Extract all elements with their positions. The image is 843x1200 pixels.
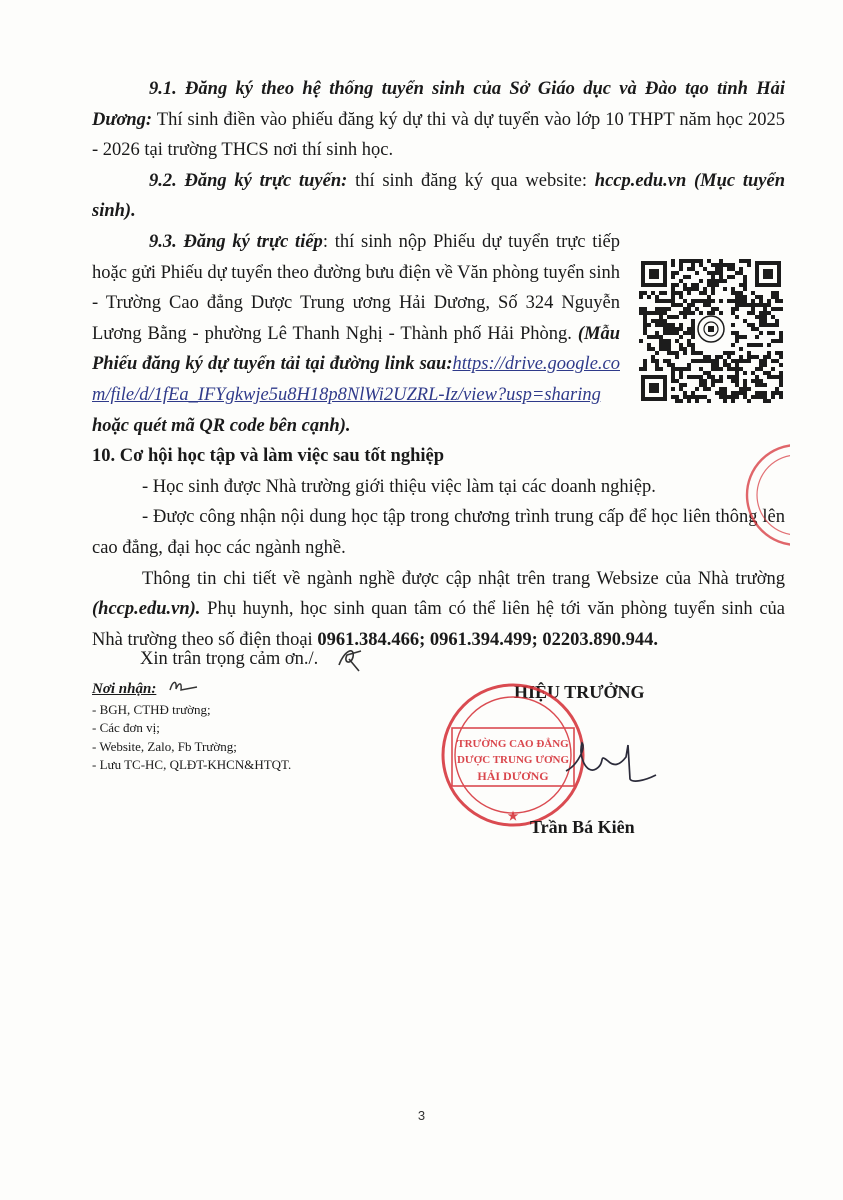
svg-text:★: ★ [507,809,519,823]
recipient-item: - Lưu TC-HC, QLĐT-KHCN&HTQT. [92,757,292,772]
info-website[interactable]: (hccp.edu.vn). [92,599,201,620]
section-9-2-website[interactable]: hccp.edu.vn [594,170,687,191]
page-number: 3 [417,1108,426,1123]
section-9-3-block [92,227,785,441]
phone-numbers: 0961.384.466; 0961.394.499; 02203.890.944. [317,629,659,650]
section-9-3-form-note: (Mẫu Phiếu đăng ký dự tuyển tải tại đường link sau: [92,323,620,375]
recipient-item: - Website, Zalo, Fb Trường; [92,738,237,754]
principal-title: HIỆU TRƯỞNG [514,682,645,702]
info-text-2: Phụ huynh, học sinh quan tâm có thể liên hệ tới văn phòng tuyển sinh của Nhà trường theo số điện thoại [92,599,785,650]
section-9-2-heading: 9.2. Đăng ký trực tuyến: [149,170,348,191]
section-9-1-text: Thí sinh điền vào phiếu đăng ký dự thi và dự tuyển vào lớp 10 THPT năm học 2025 - 2026 tại trường THCS nơi thí sinh học. [92,109,785,161]
initial-mark-icon [167,678,201,696]
recipient-item: - Các đơn vị; [92,720,160,735]
form-download-link[interactable]: https://drive.google.com/file/d/1fEa_IFYgkwje5u8H18p8NlWi2UZRL-Iz/view?usp=sharing [92,354,620,405]
seal-line-2: DƯỢC TRUNG ƯƠNG [456,754,570,766]
seal-line-1: TRƯỜNG CAO ĐẲNG [457,738,569,750]
recipients-heading: Nơi nhận: [92,681,157,697]
section-9-3-text: : thí sinh nộp Phiếu dự tuyển trực tiếp hoặc gửi Phiếu dự tuyển theo đường bưu điện về Văn phòng tuyển sinh - Trường Cao đẳng Dược Trung ương Hải Dương, Số 324 Nguyễn Lương Bằng - phường Lê Thanh Nghị - Thành phố Hải Phòng. [92,231,620,344]
qr-code-icon[interactable] [637,257,785,405]
section-9-3-heading: 9.3. Đăng ký trực tiếp [149,231,323,252]
section-9-2 [92,166,785,227]
seal-line-3: HẢI DƯƠNG [477,769,549,783]
initial-mark-icon [335,645,365,673]
section-10-bullet-1: - Học sinh được Nhà trường giới thiệu việc làm tại các doanh nghiệp. [142,476,656,497]
section-9-2-tail: (Mục tuyển sinh). [92,170,786,222]
section-9-2-text: thí sinh đăng ký qua website: [347,170,595,191]
document-body [92,74,785,655]
section-10-heading: 10. Cơ hội học tập và làm việc sau tốt nghiệp [92,446,444,467]
edge-seal-icon [735,440,790,550]
section-9-3 [92,227,620,441]
closing-line: Xin trân trọng cảm ơn./. [140,649,319,669]
section-10-bullet-2: - Được công nhận nội dung học tập trong chương trình trung cấp để học liên thông lên cao đẳng, đại học các ngành nghề. [92,507,785,558]
signature-icon [560,735,670,795]
section-9-3-tail: hoặc quét mã QR code bên cạnh). [92,415,351,436]
info-text-1: Thông tin chi tiết về ngành nghề được cập nhật trên trang Websize của Nhà trường [142,568,785,589]
section-10-contact-info [92,564,785,656]
signer-name: Trần Bá Kiên [530,817,635,837]
section-9-1 [92,74,785,166]
section-9-1-heading: 9.1. Đăng ký theo hệ thống tuyển sinh của Sở Giáo dục và Đào tạo tỉnh Hải Dương: [92,79,785,130]
recipient-item: - BGH, CTHĐ trường; [92,701,211,717]
